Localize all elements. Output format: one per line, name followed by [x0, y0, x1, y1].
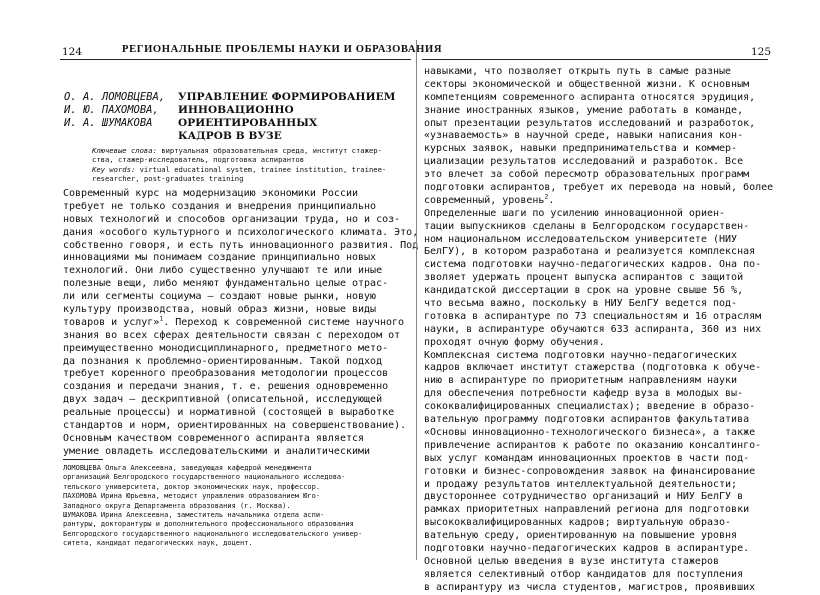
text-line: «Основы инновационно-технологического бизнеса», а также	[424, 426, 756, 438]
keywords-ru-cont	[92, 155, 386, 164]
text-segment: .	[548, 194, 555, 206]
text-line: высококвалифицированных кадров; виртуальную образо-	[424, 517, 732, 529]
text-line: кадров включает институт стажерства (подготовка к обуче-	[424, 362, 762, 374]
text-line: да познания к проблемно-ориентированным. Такой подход	[63, 355, 383, 367]
footnote-line: ПАХОМОВА Ирина Юрьевна, методист управления образованием Юго-	[63, 492, 321, 501]
author-footnotes	[63, 464, 413, 549]
text-line: БелГУ), в котором разработана и реализуется комплексная	[424, 246, 756, 258]
text-line: сококвалифицированных специалистах); введение в образо-	[424, 401, 756, 413]
right-column-body	[424, 66, 774, 595]
text-line: умение овладеть исследовательскими и аналитическими	[63, 445, 371, 457]
text-line: Определенные шаги по усилению инновационной ориен-	[424, 207, 726, 219]
text-line: новых технологий и способов организации труда, но и соз-	[63, 213, 401, 225]
text-line: для обеспечения потребности кафедр вуза в молодых вы-	[424, 388, 744, 400]
text-line: науки, в аспирантуре обучаются 633 аспиранта, 360 из них	[424, 323, 762, 335]
text-line: требует коренного преобразования методологии процессов	[63, 368, 389, 380]
text-line: собственно говоря, и есть путь инновационного развития. Под	[63, 239, 419, 251]
text-line: опыт презентации результатов исследований и разработок,	[424, 117, 756, 129]
title-line: КАДРОВ В ВУЗЕ	[178, 130, 282, 142]
footnote-line: ЛОМОВЦЕВА Ольга Алексеевна, заведующая кафедрой менеджмента	[63, 464, 312, 472]
text-line	[63, 314, 413, 330]
text-line: дания «особого культурного и психологического климата. Это,	[63, 226, 419, 238]
footnote-rule	[63, 459, 103, 460]
text-line: и продажу результатов интеллектуальной деятельности;	[424, 478, 738, 490]
page-gutter	[416, 40, 417, 560]
running-title: РЕГИОНАЛЬНЫЕ ПРОБЛЕМЫ НАУКИ И ОБРАЗОВАНИЯ	[122, 44, 443, 55]
author-name: И. Ю. ПАХОМОВА,	[64, 104, 159, 116]
text-line: создания и передачи знания, т. е. решения одновременно	[63, 381, 389, 393]
text-line: что весьма важно, поскольку в НИУ БелГУ ведется под-	[424, 298, 738, 310]
text-line: знания во всех сферах деятельности связан с переходом от	[63, 329, 401, 341]
text-line: готовка в аспирантуре по 73 специальностям и 16 отраслям	[424, 310, 762, 322]
title-line: УПРАВЛЕНИЕ ФОРМИРОВАНИЕМ	[178, 91, 396, 103]
text-line: вых услуг командам инновационных проектов в части под-	[424, 452, 750, 464]
text-segment: современный, уровень	[424, 194, 545, 206]
right-page-number: 125	[751, 46, 772, 58]
footnote-line: организаций Белгородского государственного национального исследова-	[63, 473, 346, 482]
footnote-ref: 1	[159, 314, 164, 323]
left-page-number: 124	[62, 46, 83, 58]
text-line: инновациями мы понимаем создание принципиально новых	[63, 252, 377, 264]
text-line: двустороннее сотрудничество организаций и НИУ БелГУ в	[424, 491, 744, 503]
author-name: О. А. ЛОМОВЦЕВА,	[64, 91, 166, 103]
text-line: технологий. Они либо существенно улучшают те или иные	[63, 265, 383, 277]
footnote-line: тельского университета, доктор экономических наук, профессор.	[63, 482, 321, 491]
keywords-en-text: researcher, post-graduates training	[92, 174, 244, 184]
keywords-ru-text: ства, стажер-исследователь, подготовка аспирантов	[92, 155, 305, 165]
right-header-rule	[422, 59, 768, 60]
text-line: в аспирантуру из числа студентов, магистров, проявивших	[424, 581, 756, 593]
title-line: ОРИЕНТИРОВАННЫХ	[178, 117, 318, 129]
keywords-ru	[92, 146, 386, 155]
text-line: вательную среду, ориентированную на повышение уровня	[424, 530, 738, 542]
text-line: ли или сегменты социума — создают новые рынки, новую	[63, 291, 377, 303]
text-line: стандартов и норм, ориентированных на совершенствование).	[63, 420, 407, 432]
text-line: готовки и бизнес-сопровождения заявок на финансирование	[424, 465, 756, 477]
text-line: система подготовки научно-педагогических кадров. Она по-	[424, 259, 762, 271]
text-line: требует не только создания и внедрения принципиально	[63, 200, 377, 212]
text-line: вательную программу подготовки аспирантов факультатива	[424, 414, 750, 426]
text-line: Основной целью введения в вузе института стажеров	[424, 555, 720, 567]
author-name: И. А. ШУМАКОВА	[64, 117, 153, 129]
footnote-line: Белгородского государственного национального исследовательского универ-	[63, 529, 363, 538]
text-line: циализации результатов исследований и разработок. Все	[424, 156, 744, 168]
text-line: реальные процессы) и нормативной (состоящей в выработке	[63, 407, 395, 419]
text-segment: товаров и услуг»	[63, 316, 160, 328]
text-line: Основным качеством современного аспиранта является	[63, 432, 365, 444]
keywords-block	[92, 146, 386, 184]
keywords-en-cont	[92, 174, 386, 183]
text-line: привлечение аспирантов к работе по оказанию консалтинго-	[424, 439, 762, 451]
keywords-en-text: virtual educational system, trainee institution, trainee-	[135, 164, 387, 174]
text-line: проходят очную форму обучения.	[424, 336, 605, 348]
text-line: курсных заявок, навыки предпринимательства и коммер-	[424, 143, 738, 155]
keywords-en-label: Key words:	[92, 164, 136, 174]
title-line: ИННОВАЦИОННО	[178, 104, 294, 116]
article-title	[178, 91, 395, 143]
keywords-ru-label: Ключевые слова:	[92, 146, 157, 155]
text-line: культуру производства, новый образ жизни, новые виды	[63, 304, 377, 316]
text-line: является селективный отбор кандидатов для поступления	[424, 568, 744, 580]
footnote-ref: 2	[544, 192, 549, 201]
footnote-line: ситета, кандидат педагогических наук, доцент.	[63, 539, 253, 548]
text-line: зволяет удержать процент выпуска аспирантов с защитой	[424, 272, 744, 284]
author-list	[64, 91, 165, 130]
text-line	[424, 192, 774, 208]
text-line: полезные вещи, либо меняют фундаментально целые отрас-	[63, 278, 389, 290]
text-line: тации выпускников сделаны в Белгородском государствен-	[424, 220, 750, 232]
text-line: знание иностранных языков, умение работать в команде,	[424, 104, 744, 116]
text-line: это влечет за собой пересмотр образовательных программ	[424, 169, 750, 181]
footnote-line: ШУМАКОВА Ирина Алексеевна, заместитель начальника отдела аспи-	[63, 510, 325, 519]
text-line: «узнаваемость» в научной среде, навыки написания кон-	[424, 130, 744, 142]
text-line: нию в аспирантуре по приоритетным направлениям науки	[424, 375, 738, 387]
text-line: рамках приоритетных направлений региона для подготовки	[424, 504, 750, 516]
text-line: компетенциям современного аспиранта относятся эрудиция,	[424, 91, 756, 103]
text-line: кандидатской диссертации в срок на уровне свыше 56 %,	[424, 285, 744, 297]
text-line: подготовки аспирантов, требует их перевода на новый, более	[424, 182, 774, 194]
left-header-rule	[60, 59, 411, 60]
text-line: навыками, что позволяет открыть путь в самые разные	[424, 66, 732, 77]
text-line: подготовки научно-педагогических кадров в аспирантуре.	[424, 542, 750, 554]
text-line: ном национальном исследовательском университете (НИУ	[424, 233, 738, 245]
text-segment: . Переход к современной системе научного	[163, 316, 405, 328]
footnote-line: Западного округа Департамента образования (г. Москва).	[63, 501, 291, 510]
footnote-line: рантуры, докторантуры и дополнительного профессионального образования	[63, 520, 354, 529]
text-line: преимущественно монодисциплинарного, предметного мето-	[63, 342, 389, 354]
left-column-body	[63, 188, 419, 459]
keywords-ru-text: виртуальная образовательная среда, институт стажер-	[156, 146, 382, 155]
text-line: секторы экономической и общественной жизни. К основным	[424, 78, 750, 90]
keywords-en	[92, 165, 386, 174]
text-line: Современный курс на модернизацию экономики России	[63, 188, 359, 199]
text-line: Комплексная система подготовки научно-педагогических	[424, 349, 738, 361]
text-line: двух задач — дескриптивной (описательной, исследующей	[63, 394, 383, 406]
